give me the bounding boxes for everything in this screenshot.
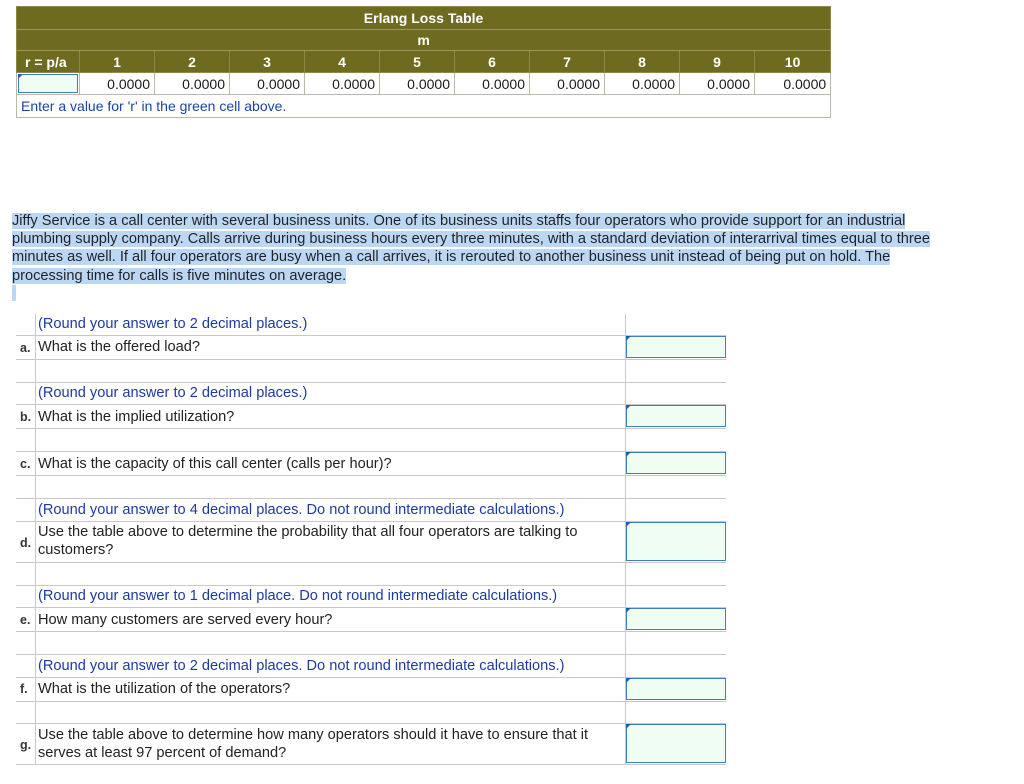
row-divider bbox=[16, 585, 726, 586]
question-b-text: What is the implied utilization? bbox=[38, 409, 235, 425]
r-label: r = p/a bbox=[17, 51, 80, 73]
m-column-1: 1 bbox=[80, 51, 155, 73]
question-e-instruction: (Round your answer to 1 decimal place. Do not round intermediate calculations.) bbox=[38, 588, 558, 604]
m-column-6: 6 bbox=[455, 51, 530, 73]
m-column-7: 7 bbox=[530, 51, 605, 73]
table-title: Erlang Loss Table bbox=[17, 7, 831, 30]
m-header: m bbox=[17, 30, 831, 51]
erlang-loss-table bbox=[16, 6, 831, 118]
question-g-answer-input[interactable] bbox=[626, 724, 726, 763]
erlang-value: 0.0000 bbox=[455, 73, 530, 95]
question-d-letter: d. bbox=[20, 536, 32, 550]
table-instruction-note: Enter a value for 'r' in the green cell above. bbox=[17, 95, 831, 118]
row-divider bbox=[16, 359, 726, 360]
erlang-value: 0.0000 bbox=[530, 73, 605, 95]
question-g-text: Use the table above to determine how many operators should it have to ensure that it serves at least 97 percent of demand? bbox=[38, 727, 589, 761]
row-divider bbox=[16, 521, 726, 522]
row-divider bbox=[16, 475, 726, 476]
m-column-2: 2 bbox=[155, 51, 230, 73]
row-divider bbox=[16, 404, 726, 405]
question-c-answer-input[interactable] bbox=[626, 452, 726, 474]
row-divider bbox=[16, 451, 726, 452]
question-f-instruction: (Round your answer to 2 decimal places. Do not round intermediate calculations.) bbox=[38, 658, 565, 674]
row-divider bbox=[16, 654, 726, 655]
text-cursor bbox=[12, 285, 16, 301]
row-divider bbox=[16, 335, 726, 336]
erlang-value: 0.0000 bbox=[230, 73, 305, 95]
r-input[interactable] bbox=[18, 74, 78, 93]
m-column-10: 10 bbox=[755, 51, 831, 73]
question-c-text: What is the capacity of this call center (calls per hour)? bbox=[38, 456, 392, 472]
question-b-letter: b. bbox=[20, 410, 32, 424]
row-divider bbox=[16, 677, 726, 678]
erlang-value: 0.0000 bbox=[155, 73, 230, 95]
row-divider bbox=[16, 607, 726, 608]
problem-text: Jiffy Service is a call center with several business units. One of its business units staffs four operators who provide support for an industrial plumbing supply company. Calls arrive during business hours every three minutes, with a standard deviation of interarrival times equal to three minutes as well. If all four operators are busy when a call arrives, it is rerouted to another business unit instead of being put on hold. The processing time for calls is five minutes on average. bbox=[12, 213, 930, 284]
m-column-4: 4 bbox=[305, 51, 380, 73]
question-f-text: What is the utilization of the operators? bbox=[38, 681, 291, 697]
problem-statement bbox=[12, 212, 960, 301]
r-input-cell bbox=[17, 73, 80, 95]
row-divider bbox=[16, 562, 726, 563]
erlang-value: 0.0000 bbox=[305, 73, 380, 95]
row-divider bbox=[16, 428, 726, 429]
row-divider bbox=[16, 764, 726, 765]
row-divider bbox=[16, 382, 726, 383]
question-f-letter: f. bbox=[20, 682, 28, 696]
row-divider bbox=[16, 498, 726, 499]
question-e-text: How many customers are served every hour? bbox=[38, 612, 333, 628]
m-column-5: 5 bbox=[380, 51, 455, 73]
question-e-answer-input[interactable] bbox=[626, 608, 726, 630]
row-divider bbox=[16, 631, 726, 632]
question-b-instruction: (Round your answer to 2 decimal places.) bbox=[38, 385, 308, 401]
erlang-value: 0.0000 bbox=[80, 73, 155, 95]
m-column-8: 8 bbox=[605, 51, 680, 73]
erlang-value: 0.0000 bbox=[680, 73, 755, 95]
question-a-instruction: (Round your answer to 2 decimal places.) bbox=[38, 316, 308, 332]
question-a-answer-input[interactable] bbox=[626, 336, 726, 358]
question-c-letter: c. bbox=[20, 457, 31, 471]
question-d-text: Use the table above to determine the probability that all four operators are talking to customers? bbox=[38, 524, 578, 558]
erlang-value: 0.0000 bbox=[380, 73, 455, 95]
erlang-value: 0.0000 bbox=[755, 73, 831, 95]
m-column-9: 9 bbox=[680, 51, 755, 73]
question-d-answer-input[interactable] bbox=[626, 522, 726, 561]
question-f-answer-input[interactable] bbox=[626, 678, 726, 700]
row-divider bbox=[16, 701, 726, 702]
question-a-letter: a. bbox=[20, 341, 31, 355]
question-a-text: What is the offered load? bbox=[38, 339, 200, 355]
m-column-3: 3 bbox=[230, 51, 305, 73]
question-e-letter: e. bbox=[20, 613, 31, 627]
question-b-answer-input[interactable] bbox=[626, 405, 726, 427]
row-divider bbox=[16, 723, 726, 724]
question-g-letter: g. bbox=[20, 738, 32, 752]
question-d-instruction: (Round your answer to 4 decimal places. Do not round intermediate calculations.) bbox=[38, 502, 565, 518]
erlang-value: 0.0000 bbox=[605, 73, 680, 95]
